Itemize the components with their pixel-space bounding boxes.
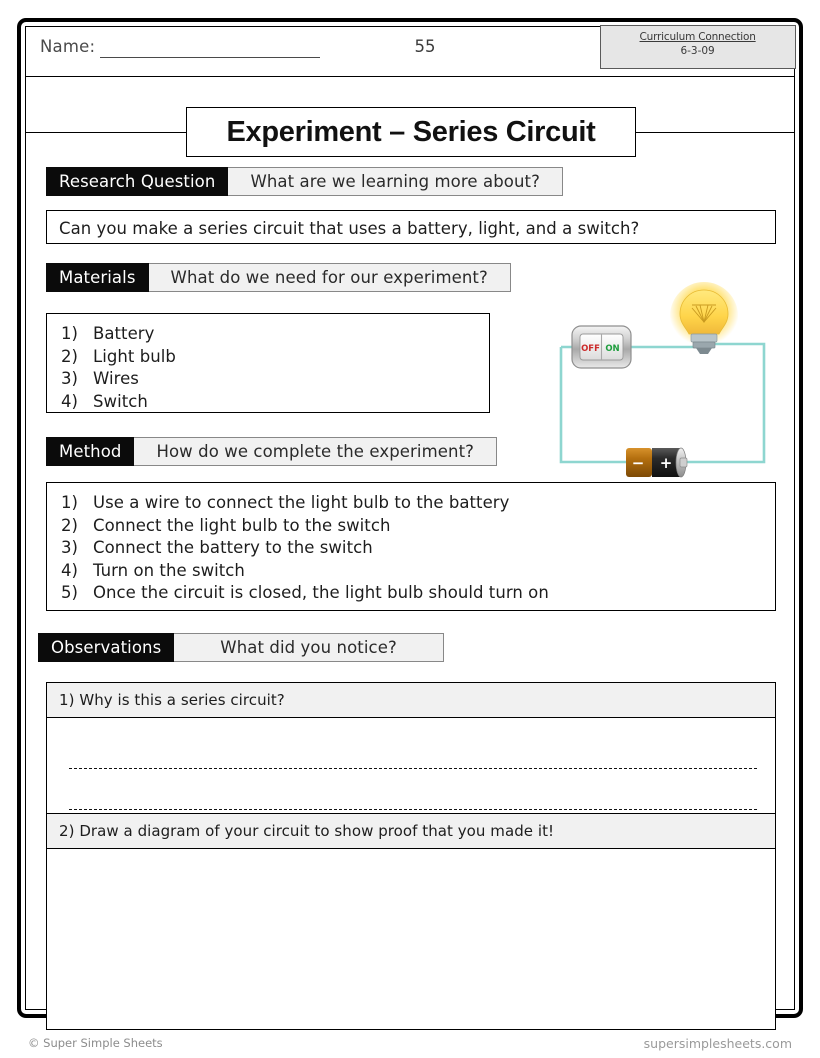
list-item-label: Wires — [93, 369, 139, 388]
materials-label-bar — [46, 263, 511, 292]
materials-list — [47, 314, 489, 422]
list-item-number: 2) — [61, 515, 79, 535]
observations-label-bar — [38, 633, 444, 662]
list-item — [47, 560, 775, 583]
list-item — [47, 492, 775, 515]
header-divider — [26, 76, 794, 77]
list-item — [47, 368, 489, 391]
list-item-label: Battery — [93, 324, 155, 343]
list-item-number: 1) — [61, 493, 79, 512]
method-prompt: How do we complete the experiment? — [134, 437, 497, 466]
worksheet-page — [25, 26, 795, 1010]
observation-question-1: 1) Why is this a series circuit? — [47, 683, 775, 718]
list-item-label: Use a wire to connect the light bulb to the battery — [93, 493, 510, 512]
battery-plus-label: + — [659, 454, 673, 472]
observation-drawing-area[interactable] — [47, 849, 775, 1029]
materials-prompt: What do we need for our experiment? — [149, 263, 511, 292]
materials-box — [46, 313, 490, 413]
observation-answer-area-1[interactable] — [47, 718, 775, 814]
research-question-label-bar — [46, 167, 563, 196]
list-item-label: Switch — [93, 391, 148, 411]
list-item — [47, 515, 775, 538]
series-circuit-illustration — [526, 282, 798, 497]
page-number: 55 — [414, 37, 436, 56]
switch-on-label: ON — [605, 344, 620, 354]
research-question-label: Research Question — [46, 167, 228, 196]
method-label-bar — [46, 437, 497, 466]
list-item — [47, 537, 775, 560]
battery-minus-label: − — [631, 454, 645, 472]
list-item-label: Light bulb — [93, 346, 176, 366]
list-item-label: Turn on the switch — [93, 560, 245, 580]
list-item-label: Connect the battery to the switch — [93, 538, 373, 557]
curriculum-connection-title: Curriculum Connection — [639, 31, 756, 44]
list-item-number: 4) — [61, 391, 79, 411]
research-question-text: Can you make a series circuit that uses a battery, light, and a switch? — [59, 219, 640, 238]
method-list — [47, 483, 775, 614]
page-footer — [0, 1032, 820, 1058]
name-write-line[interactable] — [100, 57, 320, 58]
page-title: Experiment – Series Circuit — [226, 115, 596, 148]
list-item-label: Connect the light bulb to the switch — [93, 515, 391, 535]
circuit-svg — [526, 282, 798, 497]
list-item-number: 4) — [61, 560, 79, 580]
worksheet-title-box — [186, 107, 636, 157]
switch-off-label: OFF — [581, 344, 600, 354]
observations-table — [46, 682, 776, 1030]
list-item — [47, 323, 489, 346]
footer-website: supersimplesheets.com — [643, 1036, 792, 1051]
method-label: Method — [46, 437, 134, 466]
research-question-box — [46, 210, 776, 244]
switch-icon — [572, 326, 631, 368]
name-label: Name: — [40, 37, 96, 56]
research-question-prompt: What are we learning more about? — [228, 167, 563, 196]
write-line[interactable] — [69, 809, 757, 810]
observations-prompt: What did you notice? — [174, 633, 444, 662]
observation-question-2: 2) Draw a diagram of your circuit to show proof that you made it! — [47, 814, 775, 849]
list-item — [47, 391, 489, 414]
materials-label: Materials — [46, 263, 149, 292]
list-item — [47, 582, 775, 605]
write-line[interactable] — [69, 768, 757, 769]
footer-copyright: © Super Simple Sheets — [28, 1036, 163, 1050]
observations-label: Observations — [38, 633, 174, 662]
method-box — [46, 482, 776, 611]
list-item-number: 3) — [61, 369, 79, 388]
battery-icon — [626, 448, 687, 477]
list-item — [47, 346, 489, 369]
list-item-number: 2) — [61, 346, 79, 366]
worksheet-header — [26, 27, 794, 76]
list-item-number: 5) — [61, 583, 79, 602]
curriculum-connection-code: 6-3-09 — [680, 44, 715, 57]
list-item-label: Once the circuit is closed, the light bulb should turn on — [93, 583, 549, 602]
list-item-number: 3) — [61, 538, 79, 557]
curriculum-connection-box — [600, 25, 796, 69]
list-item-number: 1) — [61, 324, 79, 343]
